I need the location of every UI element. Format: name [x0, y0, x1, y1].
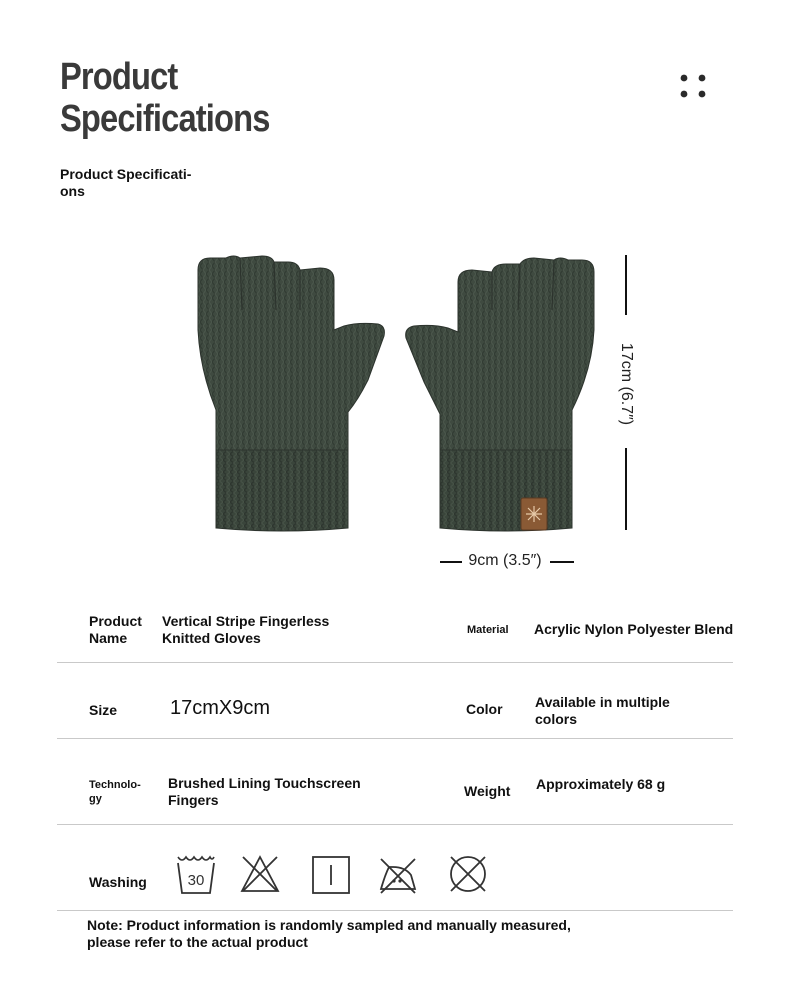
- product-name-value: Vertical Stripe Fingerless Knitted Gloves: [162, 613, 330, 646]
- technology-label: Technolo-gy: [89, 779, 141, 805]
- no-iron-icon: [377, 853, 419, 895]
- page-title: [60, 56, 270, 140]
- wash-temp: 30: [187, 872, 205, 889]
- disclaimer-note: Note: Product information is randomly sampled and manually measured, please refer to the actual product: [87, 917, 571, 950]
- no-bleach-icon: [239, 853, 281, 895]
- divider: [57, 738, 733, 739]
- width-line-left: [440, 561, 462, 563]
- height-line-bottom: [625, 448, 627, 530]
- four-dots-icon[interactable]: [678, 72, 708, 102]
- height-line-top: [625, 255, 627, 315]
- gloves-image: [188, 250, 608, 540]
- leather-tag-icon: [521, 498, 547, 530]
- height-label: 17cm (6.7″): [618, 342, 635, 426]
- title-line-2: Specifications: [60, 98, 270, 140]
- material-value: Acrylic Nylon Polyester Blend: [534, 621, 734, 637]
- material-label: Material: [467, 624, 509, 636]
- line-dry-icon: [311, 853, 351, 895]
- size-value: 17cmX9cm: [170, 697, 271, 719]
- subtitle: Product Specificati-ons: [60, 166, 192, 199]
- divider: [57, 824, 733, 825]
- width-label: 9cm (3.5″): [468, 552, 542, 569]
- title-line-1: Product: [60, 56, 178, 98]
- color-value: Available in multiple colors: [535, 694, 670, 727]
- divider: [57, 910, 733, 911]
- left-glove: [198, 256, 384, 531]
- weight-label: Weight: [464, 783, 511, 799]
- technology-value: Brushed Lining Touchscreen Fingers: [168, 775, 361, 808]
- product-name-label: Product Name: [89, 613, 142, 646]
- wash-30-icon: [176, 853, 216, 895]
- width-line-right: [550, 561, 574, 563]
- size-label: Size: [89, 702, 118, 718]
- right-glove: [406, 258, 594, 531]
- weight-value: Approximately 68 g: [536, 776, 666, 792]
- divider: [57, 662, 733, 663]
- color-label: Color: [466, 701, 503, 717]
- no-dry-clean-icon: [447, 853, 489, 895]
- washing-label: Washing: [89, 874, 147, 890]
